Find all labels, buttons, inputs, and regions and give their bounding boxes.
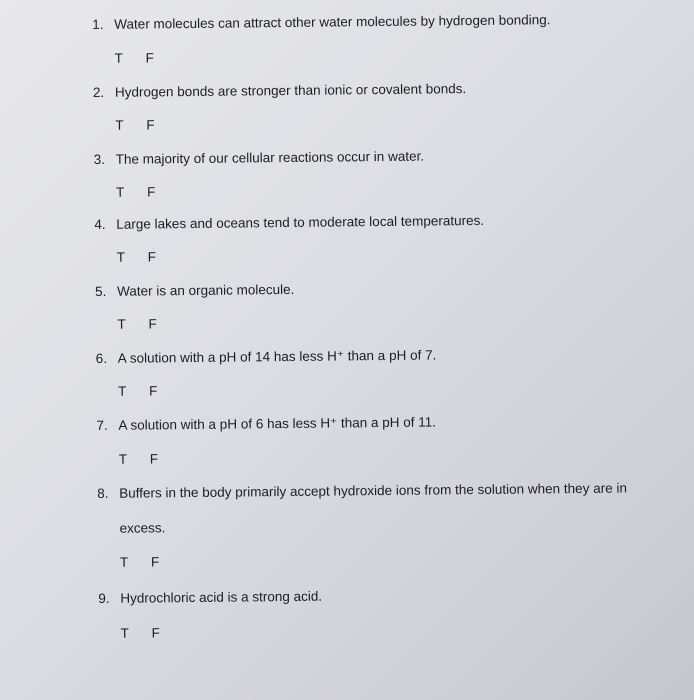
question-number: 1. [92,16,104,33]
false-option[interactable]: F [146,184,156,200]
question-text: Water molecules can attract other water molecules by hydrogen bonding. [114,12,551,32]
false-option[interactable]: F [148,316,157,332]
false-option[interactable]: F [149,383,158,399]
answer-options-5 [117,316,156,331]
question-number: 5. [94,283,107,300]
answer-options-6 [118,383,157,398]
answer-options-7 [119,451,158,466]
false-option[interactable]: F [147,249,157,265]
answer-options-4 [117,249,156,264]
answer-options-8 [120,554,159,569]
question-text: Hydrogen bonds are stronger than ionic or covalent bonds. [114,81,467,100]
question-number: 2. [92,84,105,101]
question-3 [94,149,425,168]
false-option[interactable]: F [146,117,155,133]
question-number: 3. [93,151,106,168]
question-1 [92,12,550,33]
question-text: Hydrochloric acid is a strong acid. [120,588,323,606]
false-option[interactable]: F [145,50,154,66]
true-option[interactable]: T [117,316,126,332]
false-option[interactable]: F [151,625,160,641]
question-8 [97,480,627,502]
question-text: A solution with a pH of 6 has less H⁺ than a pH of 11. [118,414,437,433]
true-option[interactable]: T [119,554,129,570]
question-number: 9. [98,590,110,607]
question-6 [96,347,437,367]
true-option[interactable]: T [115,117,124,133]
answer-options-1 [115,50,154,65]
question-4 [94,213,484,233]
answer-options-2 [115,117,154,132]
true-option[interactable]: T [118,383,127,399]
question-text: A solution with a pH of 14 has less H⁺ than a pH of 7. [117,347,437,366]
question-5 [95,282,294,300]
false-option[interactable]: F [150,554,160,570]
true-option[interactable]: T [118,451,128,467]
true-option[interactable]: T [114,50,123,66]
question-number: 7. [96,417,108,434]
question-8-continuation: excess. [119,520,166,536]
true-option[interactable]: T [115,184,125,200]
question-text: Water is an organic molecule. [116,281,295,299]
question-7 [96,414,436,434]
question-text: The majority of our cellular reactions occur in water. [115,148,425,167]
question-text: Large lakes and oceans tend to moderate local temperatures. [116,212,485,232]
false-option[interactable]: F [149,451,159,467]
question-number: 6. [95,350,108,367]
answer-options-3 [116,184,155,199]
question-text: Buffers in the body primarily accept hydroxide ions from the solution when they are in [119,480,628,501]
true-option[interactable]: T [116,249,126,265]
question-number: 4. [94,216,106,233]
answer-options-9 [121,625,160,640]
question-number: 8. [97,485,109,502]
true-option[interactable]: T [120,625,129,641]
question-2 [93,81,466,101]
question-9 [98,589,322,607]
